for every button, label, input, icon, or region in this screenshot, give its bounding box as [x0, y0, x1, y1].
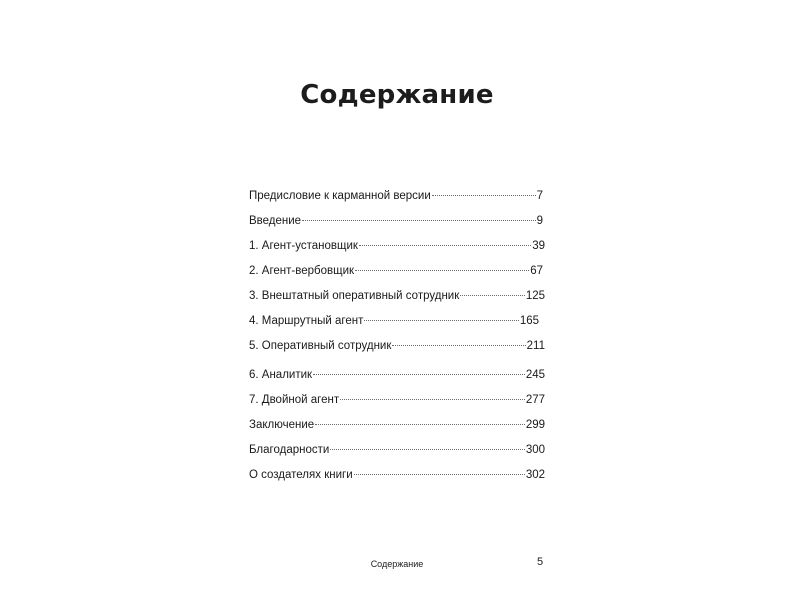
toc-entry-title: Предисловие к карманной версии: [249, 190, 431, 202]
toc-entry-page: 39: [532, 240, 545, 252]
toc-entry-page: 67: [530, 265, 543, 277]
running-footer-title: Содержание: [370, 559, 424, 569]
toc-entry-page: 165: [519, 315, 539, 327]
toc-entry-title: 4. Маршрутный агент: [249, 315, 364, 327]
toc-entry[interactable]: [249, 261, 543, 281]
toc-entry[interactable]: [249, 336, 545, 356]
toc-dot-leader: [364, 319, 518, 321]
toc-entry[interactable]: [249, 211, 543, 231]
toc-entry[interactable]: [249, 186, 543, 206]
toc-entry-title: 1. Агент-установщик: [249, 240, 358, 252]
toc-entry[interactable]: [249, 365, 545, 385]
toc-entry-title: 5. Оперативный сотрудник: [249, 340, 392, 352]
page-title: Содержание: [300, 80, 494, 110]
toc-dot-leader: [392, 344, 525, 346]
toc-dot-leader: [330, 448, 525, 450]
toc-entry-page: 245: [525, 369, 545, 381]
toc-dot-leader: [313, 373, 525, 375]
toc-entry[interactable]: [249, 415, 545, 435]
toc-entry-page: 7: [536, 190, 543, 202]
toc-entry[interactable]: [249, 286, 545, 306]
toc-entry-page: 300: [525, 444, 545, 456]
toc-entry-page: 299: [525, 419, 545, 431]
toc-entry[interactable]: [249, 465, 545, 485]
toc-entry-title: Заключение: [249, 419, 315, 431]
toc-entry-page: 302: [525, 469, 545, 481]
toc-entry[interactable]: [249, 440, 545, 460]
toc-entry-title: 7. Двойной агент: [249, 394, 340, 406]
toc-entry-page: 277: [525, 394, 545, 406]
toc-entry-title: 2. Агент-вербовщик: [249, 265, 355, 277]
toc-dot-leader: [340, 398, 525, 400]
toc-entry[interactable]: [249, 311, 539, 331]
toc-dot-leader: [432, 194, 536, 196]
toc-dot-leader: [302, 219, 536, 221]
toc-entry[interactable]: [249, 236, 545, 256]
toc-dot-leader: [355, 269, 529, 271]
toc-entry-title: Введение: [249, 215, 302, 227]
toc-entry-title: О создателях книги: [249, 469, 353, 481]
toc-dot-leader: [359, 244, 531, 246]
toc-entry-title: 6. Аналитик: [249, 369, 313, 381]
toc-dot-leader: [354, 473, 525, 475]
toc-entry[interactable]: [249, 390, 545, 410]
toc-entry-page: 9: [536, 215, 543, 227]
toc-entry-page: 211: [526, 340, 545, 352]
toc-entry-title: Благодарности: [249, 444, 330, 456]
toc-entry-page: 125: [525, 290, 545, 302]
toc-entry-title: 3. Внештатный оперативный сотрудник: [249, 290, 460, 302]
toc-dot-leader: [460, 294, 525, 296]
page-number: 5: [537, 556, 544, 568]
toc-dot-leader: [315, 423, 525, 425]
